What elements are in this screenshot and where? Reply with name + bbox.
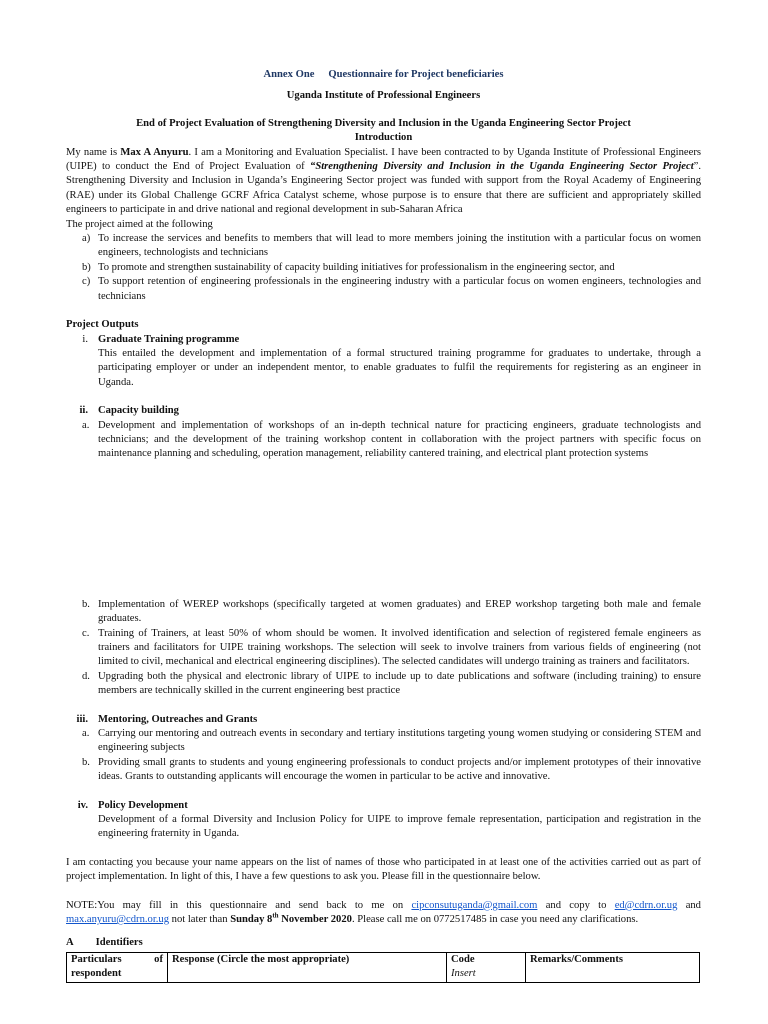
section-heading: i. Graduate Training programme (82, 333, 240, 345)
annex-title: Questionnaire for Project beneficiaries (328, 69, 504, 80)
evaluation-title: End of Project Evaluation of Strengthening Diversity and Inclusion in the Uganda Engineering Sector Project (136, 117, 631, 129)
section-heading: iii. Mentoring, Outreaches and Grants (76, 713, 258, 725)
table-row (67, 952, 700, 982)
list-item: c. Training of Trainers, at least 50% of whom should be women. It involved identification and selection of registered female engineers as trainers and facilitators for UIPE training workshops. The selection will seek to involve trainers from various fields of engineering (not limited to civil, mechanical and electrical engineering disciplines). The selected candidates will undergo training as trainers and facilitators. (82, 627, 701, 668)
email-link-copy[interactable]: ed@cdrn.or.ug (614, 899, 678, 911)
list-item: d. Upgrading both the physical and electronic library of UIPE to include up to date publications and software (including training) to ensure members are technically skilled in the current engineering best practice (82, 670, 701, 697)
document-page (66, 68, 701, 983)
deadline: Sunday 8th November 2020 (230, 911, 352, 926)
list-item: c) To support retention of engineering professionals in the engineering industry with a particular focus on women engineers, technologies and technicians (82, 276, 701, 302)
list-item: b. Implementation of WEREP workshops (specifically targeted at women graduates) and EREP workshop targeting both male and female graduates. (82, 598, 701, 625)
section-a-heading: A Identifiers (66, 937, 143, 949)
intro-paragraph: My name is Max A Anyuru. I am a Monitoring and Evaluation Specialist. I have been contracted to by Uganda Institute of Professional Engineers (UIPE) to conduct the End of Project Evaluation of “Strengthening Diversity and Inclusion in the Uganda Engineering Sector Project”. Strengthening Diversity and Inclusion in Uganda’s Engineering Sector project was funded with support from the Royal Academy of Engineering (RAE) under its Global Challenge GCRF Africa Catalyst scheme, whose purpose is to ensure that there are sufficient and appropriately skilled engineers to participate in and drive national and regional development in sub-Saharan Africa (66, 146, 702, 216)
table-header-cell: Remarks/Comments (526, 952, 700, 982)
list-item: a. Development and implementation of workshops of an in-depth technical nature for practicing engineers, graduate technologists and technicians; and the development of the training workshop content in collaboration with the project partners with specific focus on maintenance planning and scheduling, operation management, reliability cantered training, and electrical plant protection systems (82, 419, 701, 460)
email-link-primary[interactable]: cipconsutuganda@gmail.com (411, 899, 538, 911)
table-header-cell: Particulars of respondent (67, 952, 168, 982)
org-title: Uganda Institute of Professional Engineers (286, 90, 481, 102)
identifiers-table (66, 952, 700, 983)
section-text: Development of a formal Diversity and Inclusion Policy for UIPE to improve female representation, participation and registration in the engineering fraternity in Uganda. (98, 814, 701, 840)
section-heading: ii. Capacity building (79, 405, 179, 417)
list-item: b) To promote and strengthen sustainability of capacity building initiatives for professionalism in the engineering sector, and (82, 261, 615, 273)
table-header-cell: Response (Circle the most appropriate) (168, 952, 447, 982)
aims-lead: The project aimed at the following (66, 218, 213, 230)
table-header-cell: Code Insert (447, 952, 526, 982)
annex-label: Annex One (263, 69, 315, 80)
annex-heading (66, 68, 701, 82)
section-heading: iv. Policy Development (77, 799, 188, 811)
blank-space (66, 462, 701, 598)
project-name: “Strengthening Diversity and Inclusion in the Uganda Engineering Sector Project (310, 161, 694, 173)
contact-paragraph: I am contacting you because your name appears on the list of names of those who participated in at least one of the activities carried out as part of project implementation. In light of this, I have a few questions to ask you. Please fill in the questionnaire below. (66, 856, 701, 883)
author-name: Max A Anyuru (120, 146, 189, 158)
section-text: This entailed the development and implementation of a formal structured training programme for graduates to undertake, through a participating employer or under an independent mentor, to enable graduates to fulfil the requirements for registering as an engineer in Uganda. (98, 347, 701, 388)
note-paragraph: NOTE:You may fill in this questionnaire and send back to me on cipconsutuganda@gmail.com and copy to ed@cdrn.or.ug and max.anyuru@cdrn.or.ug not later than Sunday 8th November 2020. Please call me on 0772517485 in case you need any clarifications. (66, 899, 701, 926)
email-link-author[interactable]: max.anyuru@cdrn.or.ug (66, 914, 170, 926)
aims-list (66, 232, 701, 304)
introduction-heading: Introduction (354, 132, 413, 144)
outputs-heading: Project Outputs (66, 319, 139, 331)
list-item: a) To increase the services and benefits to members that will lead to more members joining the institution with a particular focus on women engineers, technologists and technicians (82, 233, 701, 259)
list-item: b. Providing small grants to students and young engineering professionals to conduct projects and/or implement prototypes of their innovative ideas. Grants to outstanding applicants will encourage the women in particular to be active and innovative. (82, 756, 701, 783)
list-item: a. Carrying our mentoring and outreach events in secondary and tertiary institutions targeting young women studying or considering STEM and engineering subjects (82, 728, 701, 754)
